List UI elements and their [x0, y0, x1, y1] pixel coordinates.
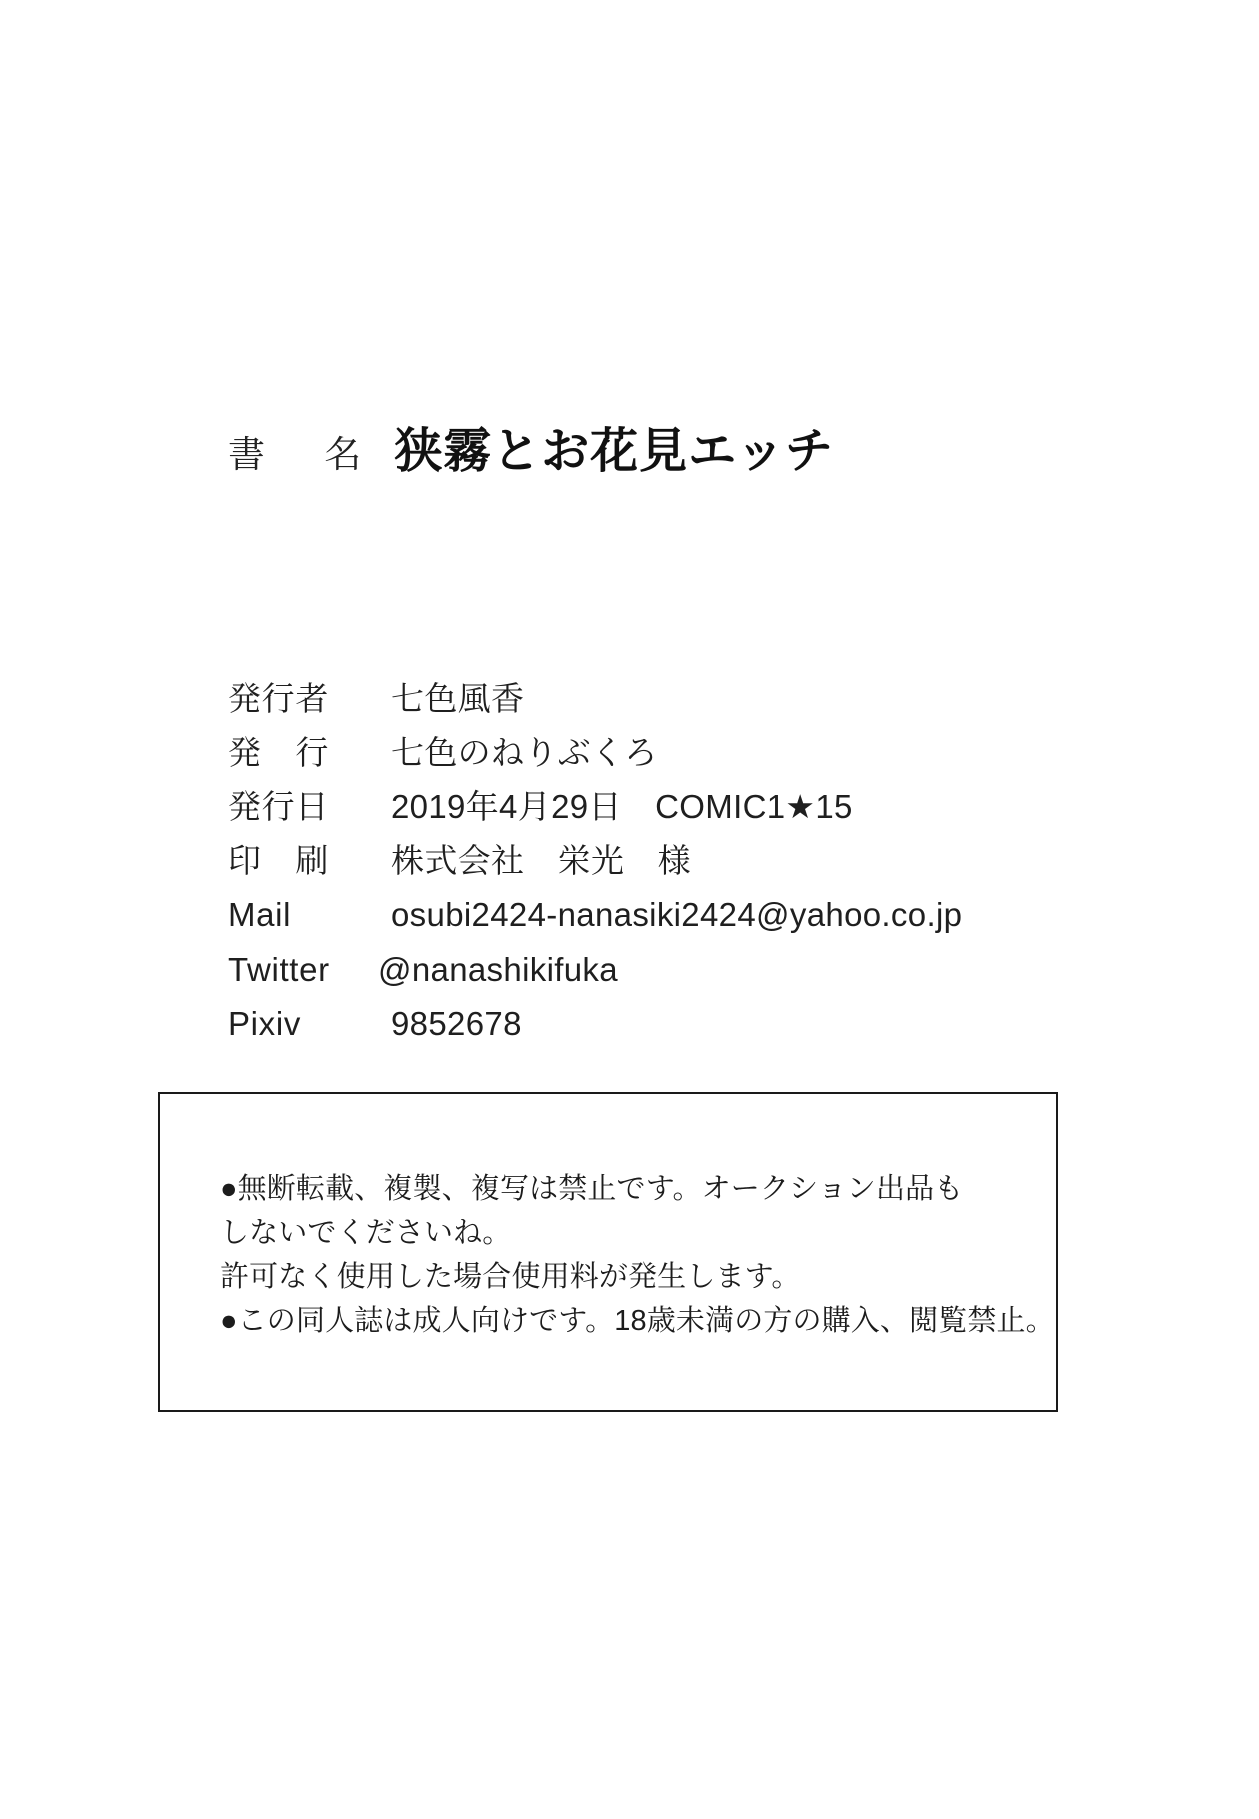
notice-line: しないでくださいね。: [220, 1217, 512, 1250]
notice-line: 許可なく使用した場合使用料が発生します。: [220, 1261, 801, 1294]
colophon-label: 発行者: [228, 680, 329, 717]
colophon-list: [228, 672, 1088, 1051]
colophon-label: 発 行: [228, 734, 329, 772]
colophon-value: 七色風香: [391, 680, 525, 717]
colophon-row-date: [228, 780, 1088, 834]
colophon-row-pixiv: [228, 997, 1088, 1051]
colophon-value: @nanashikifuka: [378, 950, 618, 988]
colophon-value: osubi2424-nanasiki2424@yahoo.co.jp: [391, 896, 963, 934]
colophon-row-publisher: [228, 726, 1088, 780]
notice-line: ●この同人誌は成人向けです。18歳未満の方の購入、閲覧禁止。: [220, 1305, 1055, 1338]
colophon-label: Twitter: [228, 950, 330, 988]
colophon-value: 七色のねりぶくろ: [391, 734, 658, 772]
book-title-label: 書 名: [228, 434, 373, 475]
notice-text: [220, 1167, 1055, 1343]
colophon-row-printer: [228, 834, 1088, 888]
colophon-label: 発行日: [228, 788, 329, 826]
colophon-label: 印 刷: [228, 842, 329, 880]
colophon-value: 株式会社 栄光 様: [391, 842, 691, 880]
book-title-value: 狭霧とお花見エッチ: [394, 425, 834, 478]
book-title-row: [228, 412, 834, 481]
colophon-row-publisher-person: [228, 672, 1088, 726]
notice-line: ●無断転載、複製、複写は禁止です。オークション出品も: [220, 1173, 964, 1205]
colophon-row-twitter: [228, 943, 1088, 997]
colophon-value: 9852678: [391, 1004, 522, 1042]
colophon-row-mail: [228, 888, 1088, 942]
notice-box: [158, 1092, 1058, 1412]
colophon-value: 2019年4月29日 COMIC1★15: [391, 788, 853, 826]
colophon-label: Pixiv: [228, 1004, 301, 1042]
colophon-label: Mail: [228, 896, 292, 934]
